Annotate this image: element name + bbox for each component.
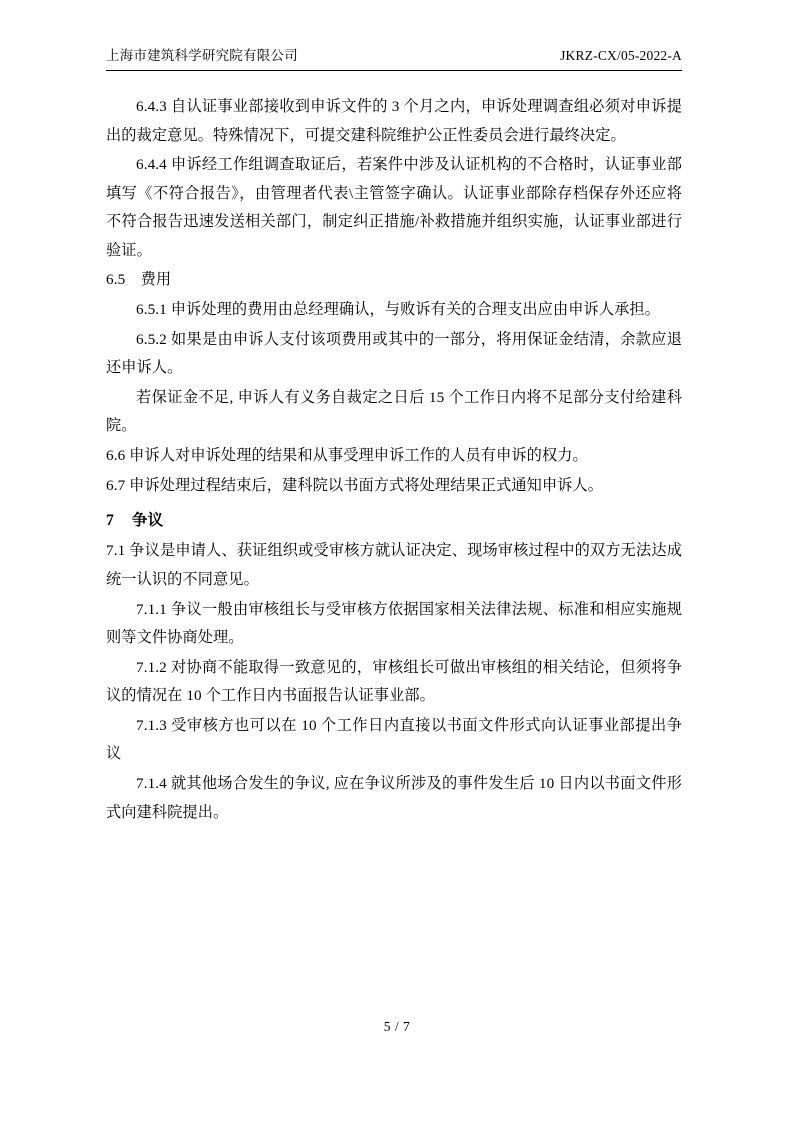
paragraph-6-5: 6.5 费用 [106,271,172,289]
paragraph-7-1-3: 7.1.3 受审核方也可以在 10 个工作日内直接以书面文件形式向认证事业部提出争议 [106,716,682,763]
paragraph-6-4-3: 6.4.3 自认证事业部接收到申诉文件的 3 个月之内，申诉处理调查组必须对申诉提出的裁定意见。特殊情况下，可提交建科院维护公正性委员会进行最终决定。 [106,98,682,144]
paragraph-6-6: 6.6 申诉人对申诉处理的结果和从事受理申诉工作的人员有申诉的权力。 [106,446,588,464]
paragraph-7-1-1: 7.1.1 争议一般由审核组长与受审核方依据国家相关法律法规、标准和相应实施规则等文件协商处理。 [106,600,682,647]
document-body [106,71,682,827]
paragraph-6-4-4: 6.4.4 申诉经工作组调查取证后，若案件中涉及认证机构的不合格时，认证事业部填写《不符合报告》，由管理者代表\主管签字确认。认证事业部除存档保存外还应将不符合报告迅速发送相关部门，制定纠正措施/补救措施并组织实施，认证事业部进行验证。 [106,156,682,259]
paragraph-6-5-1: 6.5.1 申诉处理的费用由总经理确认，与败诉有关的合理支出应由申诉人承担。 [136,301,660,319]
paragraph-7-1: 7.1 争议是申请人、获证组织或受审核方就认证决定、现场审核过程中的双方无法达成统一认识的不同意见。 [106,542,682,588]
paragraph-7-1-4: 7.1.4 就其他场合发生的争议, 应在争议所涉及的事件发生后 10 日内以书面文件形式向建科院提出。 [106,775,682,821]
page-footer [0,1019,794,1035]
paragraph-7-1-2: 7.1.2 对协商不能取得一致意见的，审核组长可做出审核组的相关结论，但须将争议的情况在 10 个工作日内书面报告认证事业部。 [106,658,682,705]
header-document-code: JKRZ-CX/05-2022-A [560,48,682,63]
page-number-label: 5 / 7 [383,1019,411,1034]
paragraph-6-5-2: 6.5.2 如果是由申诉人支付该项费用或其中的一部分，将用保证金结清，余款应退还申诉人。 [106,330,682,377]
page-header [106,44,682,71]
paragraph-6-7: 6.7 申诉处理过程结束后，建科院以书面方式将处理结果正式通知申诉人。 [106,476,604,494]
paragraph-deposit-shortfall: 若保证金不足, 申诉人有义务自裁定之日后 15 个工作日内将不足部分支付给建科院。 [106,388,682,435]
section-heading-7 [106,506,682,535]
section-title: 争议 [131,512,164,530]
header-company-name: 上海市建筑科学研究院有限公司 [106,48,298,63]
page-content [106,44,682,828]
section-number: 7 [106,512,114,530]
